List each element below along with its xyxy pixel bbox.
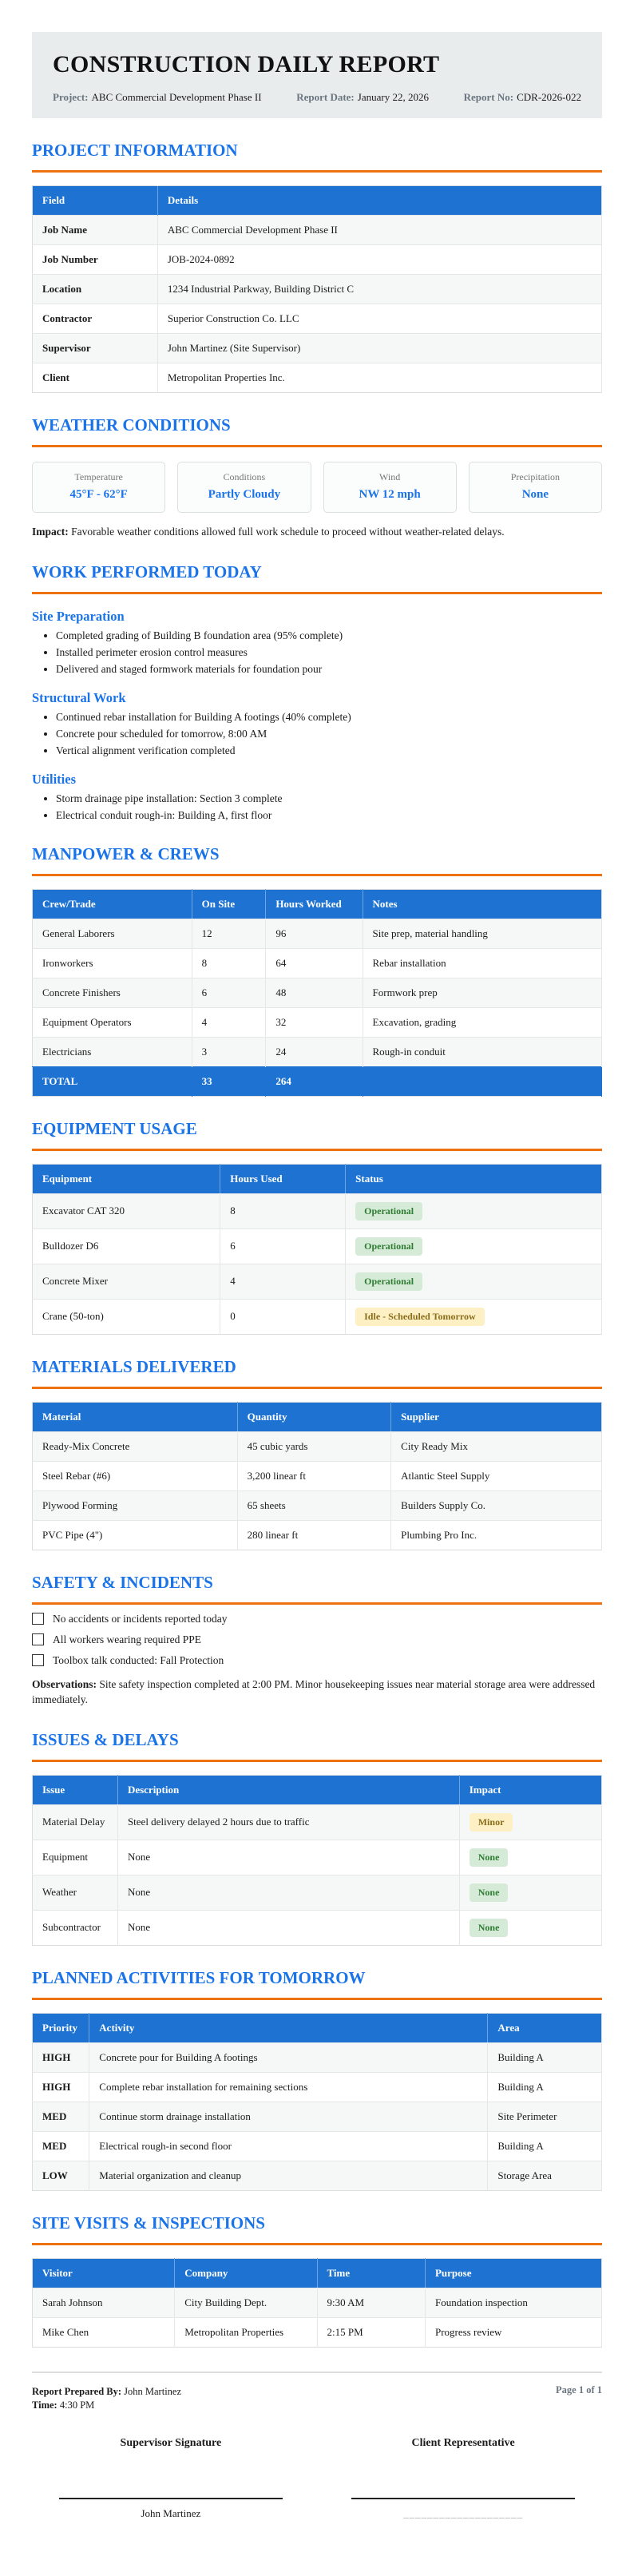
table-cell: Job Name [33,216,158,245]
client-signature-title: Client Representative [411,2436,515,2449]
table-row [33,2042,602,2072]
table-cell: Rebar installation [363,948,601,978]
weather-card-value: None [521,488,549,501]
table-cell: 4 [192,1007,266,1037]
table-cell: TOTAL [33,1066,192,1096]
table-cell: 65 sheets [237,1490,391,1520]
table-row [33,2161,602,2190]
supervisor-signature-name: John Martinez [141,2507,201,2519]
table-row [33,275,602,304]
table-cell [346,1264,602,1299]
work-item: • Completed grading of Building B foundation area (95% complete) [56,629,602,642]
table-cell [346,1228,602,1264]
safety-observations [32,1677,602,1708]
table-cell: Concrete Finishers [33,978,192,1007]
work-item: • Vertical alignment verification completed [56,744,602,757]
status-badge: None [470,1919,509,1937]
status-badge: Operational [355,1237,422,1256]
table-cell: Steel delivery delayed 2 hours due to traffic [117,1804,459,1840]
table-header-row [33,1164,602,1193]
materials-table [32,1402,602,1550]
prepared-time-value: 4:30 PM [59,2399,95,2411]
safety-observations-label: Observations: [32,1677,97,1690]
report-footer [32,2372,602,2413]
table-cell: Equipment [33,1840,118,1875]
table-cell: 1234 Industrial Parkway, Building District C [157,275,601,304]
table-cell: Excavator CAT 320 [33,1193,220,1228]
status-badge: Minor [470,1813,513,1832]
meta-report-no-value: CDR-2026-022 [517,91,581,103]
table-cell: 264 [266,1066,363,1096]
weather-card-temperature [32,462,165,513]
work-item: • Installed perimeter erosion control measures [56,646,602,659]
table-row [33,1264,602,1299]
table-cell: Client [33,363,158,393]
planned-activities-table [32,2013,602,2191]
table-cell: Material organization and cleanup [89,2161,488,2190]
column-header: Company [175,2258,317,2288]
table-cell: Supervisor [33,334,158,363]
column-header: Quantity [237,1402,391,1431]
table-cell: MED [33,2131,89,2161]
safety-check-label: Toolbox talk conducted: Fall Protection [53,1653,224,1666]
table-row [33,1037,602,1066]
weather-impact-label: Impact: [32,526,69,538]
table-cell: Crane (50-ton) [33,1299,220,1334]
table-cell: Plywood Forming [33,1490,238,1520]
table-cell [459,1840,601,1875]
table-row [33,919,602,948]
table-cell [459,1804,601,1840]
table-cell: 8 [220,1193,346,1228]
table-row [33,1910,602,1945]
table-row [33,1490,602,1520]
table-cell: JOB-2024-0892 [157,245,601,275]
section-title-issues: ISSUES & DELAYS [32,1730,602,1762]
table-cell: 32 [266,1007,363,1037]
work-item: • Continued rebar installation for Building A footings (40% complete) [56,711,602,724]
table-cell: Job Number [33,245,158,275]
prepared-by [32,2386,181,2398]
column-header: Equipment [33,1164,220,1193]
table-cell: 3 [192,1037,266,1066]
status-badge: Operational [355,1272,422,1291]
table-cell: Sarah Johnson [33,2288,175,2317]
table-row [33,304,602,334]
column-header: Time [317,2258,425,2288]
site-visits-table [32,2258,602,2348]
work-subsection-title: Site Preparation [32,608,125,624]
weather-impact [32,524,602,540]
meta-project-label: Project: [53,91,89,103]
checkbox[interactable] [32,1633,44,1645]
table-cell: 33 [192,1066,266,1096]
table-cell: 48 [266,978,363,1007]
table-cell: Concrete pour for Building A footings [89,2042,488,2072]
weather-cards [32,462,602,513]
weather-impact-text: Favorable weather conditions allowed full work schedule to proceed without weather-related delays. [71,526,505,538]
column-header: On Site [192,889,266,919]
table-cell: 64 [266,948,363,978]
table-cell: Electricians [33,1037,192,1066]
table-row [33,2288,602,2317]
table-row [33,245,602,275]
column-header: Hours Used [220,1164,346,1193]
table-cell: 45 cubic yards [237,1431,391,1461]
meta-report-no [464,91,581,104]
table-row [33,334,602,363]
table-cell: Formwork prep [363,978,601,1007]
prepared-by-value: John Martinez [124,2385,182,2397]
report-title: CONSTRUCTION DAILY REPORT [53,51,440,77]
work-item-list [32,792,602,822]
table-cell: 12 [192,919,266,948]
column-header: Status [346,1164,602,1193]
table-cell: ABC Commercial Development Phase II [157,216,601,245]
table-cell [346,1193,602,1228]
table-cell: 2:15 PM [317,2317,425,2347]
table-cell: Material Delay [33,1804,118,1840]
work-item-list [32,629,602,676]
table-header-row [33,1775,602,1804]
table-row [33,1804,602,1840]
column-header: Material [33,1402,238,1431]
table-cell: None [117,1910,459,1945]
column-header: Description [117,1775,459,1804]
table-cell: Electrical rough-in second floor [89,2131,488,2161]
table-header-row [33,2258,602,2288]
supervisor-signature-line [59,2498,283,2499]
work-item-list [32,711,602,757]
table-cell: None [117,1840,459,1875]
table-cell: Site prep, material handling [363,919,601,948]
table-cell: Rough-in conduit [363,1037,601,1066]
table-cell: John Martinez (Site Supervisor) [157,334,601,363]
table-cell: Builders Supply Co. [391,1490,602,1520]
report-meta-row [53,91,581,104]
section-title-planned: PLANNED ACTIVITIES FOR TOMORROW [32,1968,602,2000]
meta-date-label: Report Date: [296,91,355,103]
column-header: Purpose [425,2258,601,2288]
work-item: • Delivered and staged formwork materials for foundation pour [56,663,602,676]
table-row [33,1193,602,1228]
safety-observations-text: Site safety inspection completed at 2:00 PM. Minor housekeeping issues near material storage area were addressed immediately. [32,1677,596,1706]
prepared-time [32,2399,181,2411]
table-cell: Weather [33,1875,118,1910]
issues-table [32,1775,602,1946]
section-title-materials: MATERIALS DELIVERED [32,1357,602,1389]
table-cell: 0 [220,1299,346,1334]
weather-card-value: 45°F - 62°F [69,488,128,501]
safety-check-label: All workers wearing required PPE [53,1633,201,1645]
table-row [33,2317,602,2347]
section-title-equipment: EQUIPMENT USAGE [32,1119,602,1151]
table-row [33,216,602,245]
table-cell: Superior Construction Co. LLC [157,304,601,334]
section-title-weather-conditions: WEATHER CONDITIONS [32,415,602,447]
table-cell: 96 [266,919,363,948]
status-badge: None [470,1848,509,1867]
table-cell: 3,200 linear ft [237,1461,391,1490]
table-cell: Location [33,275,158,304]
table-cell [363,1066,601,1096]
table-cell: 280 linear ft [237,1520,391,1550]
table-cell [459,1910,601,1945]
equipment-table [32,1164,602,1335]
table-cell: HIGH [33,2042,89,2072]
prepared-by-label: Report Prepared By: [32,2385,122,2397]
weather-card-label: Precipitation [510,471,561,482]
table-cell: General Laborers [33,919,192,948]
weather-card-conditions [177,462,311,513]
table-cell: Site Perimeter [488,2102,602,2131]
table-cell: City Ready Mix [391,1431,602,1461]
safety-check-label: No accidents or incidents reported today [53,1612,228,1625]
client-signature-placeholder: ____________________ [403,2507,524,2519]
table-row [33,1431,602,1461]
table-cell [346,1299,602,1334]
table-row [33,978,602,1007]
table-cell: MED [33,2102,89,2131]
supervisor-signature-title: Supervisor Signature [120,2436,222,2449]
weather-card-label: Temperature [74,471,123,482]
meta-project [53,91,262,104]
weather-card-wind [323,462,457,513]
client-signature-line [351,2498,575,2499]
table-total-row [33,1066,602,1096]
status-badge: Operational [355,1202,422,1221]
weather-card-value: Partly Cloudy [208,488,281,501]
table-row [33,363,602,393]
table-cell: Progress review [425,2317,601,2347]
column-header: Crew/Trade [33,889,192,919]
column-header: Impact [459,1775,601,1804]
table-cell: Excavation, grading [363,1007,601,1037]
table-cell: 6 [220,1228,346,1264]
prepared-time-label: Time: [32,2399,57,2411]
table-cell: 8 [192,948,266,978]
safety-check-item [32,1633,602,1646]
table-cell: Subcontractor [33,1910,118,1945]
table-cell: Building A [488,2042,602,2072]
table-cell: 24 [266,1037,363,1066]
manpower-table [32,889,602,1097]
table-cell: Contractor [33,304,158,334]
column-header: Area [488,2013,602,2042]
meta-project-value: ABC Commercial Development Phase II [91,91,262,103]
section-title-work-performed: WORK PERFORMED TODAY [32,562,602,594]
table-cell: Atlantic Steel Supply [391,1461,602,1490]
table-header-row [33,186,602,216]
page-number: Page 1 of 1 [556,2383,602,2395]
table-cell: Plumbing Pro Inc. [391,1520,602,1550]
weather-card-label: Wind [379,471,401,482]
column-header: Issue [33,1775,118,1804]
table-row [33,2131,602,2161]
table-header-row [33,1402,602,1431]
table-row [33,1840,602,1875]
table-cell: Building A [488,2072,602,2102]
table-row [33,1228,602,1264]
column-header: Notes [363,889,601,919]
table-cell: None [117,1875,459,1910]
table-row [33,2102,602,2131]
table-cell: Steel Rebar (#6) [33,1461,238,1490]
project-info-table [32,185,602,393]
weather-card-precipitation [469,462,602,513]
checkbox[interactable] [32,1613,44,1625]
section-title-visits: SITE VISITS & INSPECTIONS [32,2213,602,2245]
supervisor-signature-block [56,2437,286,2520]
table-cell: 4 [220,1264,346,1299]
table-row [33,1461,602,1490]
status-badge: None [470,1883,509,1902]
column-header: Supplier [391,1402,602,1431]
table-header-row [33,889,602,919]
safety-check-item [32,1654,602,1667]
table-row [33,1007,602,1037]
table-cell: Ironworkers [33,948,192,978]
table-cell: Metropolitan Properties Inc. [157,363,601,393]
table-cell: Complete rebar installation for remaining sections [89,2072,488,2102]
table-cell: Building A [488,2131,602,2161]
table-cell: 6 [192,978,266,1007]
table-cell: Bulldozer D6 [33,1228,220,1264]
work-performed-subsections [32,609,602,822]
table-cell: Foundation inspection [425,2288,601,2317]
weather-card-label: Conditions [223,471,266,482]
table-cell: Concrete Mixer [33,1264,220,1299]
table-cell: PVC Pipe (4") [33,1520,238,1550]
work-item: • Concrete pour scheduled for tomorrow, 8:00 AM [56,728,602,740]
table-cell: Mike Chen [33,2317,175,2347]
safety-checklist [32,1613,602,1667]
column-header: Details [157,186,601,216]
meta-report-date [296,91,429,104]
section-title-safety: SAFETY & INCIDENTS [32,1573,602,1605]
work-subsection-title: Structural Work [32,689,126,705]
weather-card-value: NW 12 mph [359,488,421,501]
table-cell: HIGH [33,2072,89,2102]
work-item: • Storm drainage pipe installation: Section 3 complete [56,792,602,805]
table-cell: Continue storm drainage installation [89,2102,488,2131]
work-item: • Electrical conduit rough-in: Building A, first floor [56,809,602,822]
column-header: Field [33,186,158,216]
column-header: Hours Worked [266,889,363,919]
table-cell [459,1875,601,1910]
table-cell: Metropolitan Properties [175,2317,317,2347]
column-header: Priority [33,2013,89,2042]
table-cell: 9:30 AM [317,2288,425,2317]
meta-date-value: January 22, 2026 [357,91,429,103]
section-title-project-information: PROJECT INFORMATION [32,141,602,173]
table-cell: Ready-Mix Concrete [33,1431,238,1461]
checkbox[interactable] [32,1654,44,1666]
column-header: Visitor [33,2258,175,2288]
table-row [33,1520,602,1550]
client-signature-block [348,2437,578,2520]
table-cell: Equipment Operators [33,1007,192,1037]
table-row [33,1299,602,1334]
table-row [33,948,602,978]
report-header [32,32,602,118]
section-title-manpower: MANPOWER & CREWS [32,844,602,876]
meta-report-no-label: Report No: [463,91,514,103]
table-row [33,1875,602,1910]
table-row [33,2072,602,2102]
column-header: Activity [89,2013,488,2042]
table-cell: Storage Area [488,2161,602,2190]
footer-left [32,2384,181,2413]
work-subsection-title: Utilities [32,771,76,787]
status-badge: Idle - Scheduled Tomorrow [355,1308,484,1326]
table-cell: LOW [33,2161,89,2190]
table-cell: City Building Dept. [175,2288,317,2317]
signature-row [32,2437,602,2520]
safety-check-item [32,1613,602,1625]
